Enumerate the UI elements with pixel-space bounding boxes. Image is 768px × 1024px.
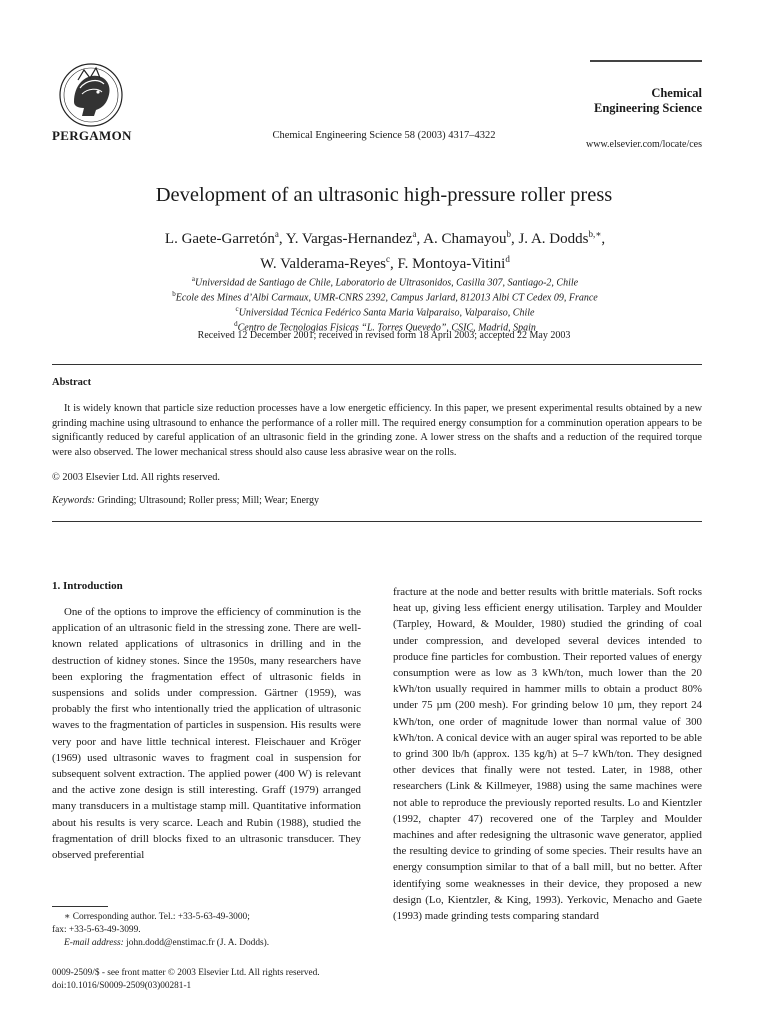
affiliation-text: Ecole des Mines d’Albi Carmaux, UMR-CNRS 2392, Campus Jarlard, 812013 Albi CT Cedex 09, France	[175, 292, 598, 304]
author-line-1: L. Gaete-Garretón$^a$, Y. Vargas-Hernandez$^a$, A. Chamayou$^b$, J. A. Dodds$^{b,∗}$,	[164, 229, 606, 247]
affiliation-text: Universidad Técnica Fedérico Santa Maria Valparaiso, Valparaiso, Chile	[238, 307, 535, 319]
affiliation	[60, 274, 710, 289]
affiliation	[60, 289, 710, 304]
received-dates: Received 12 December 2001; received in revised form 18 April 2003; accepted 22 May 2003	[197, 330, 571, 341]
journal-name-line2: Engineering Science	[594, 101, 702, 115]
affiliation-text: Centro de Tecnologias Fisicas “L. Torres Quevedo”, CSIC, Madrid, Spain	[237, 322, 536, 334]
journal-title-block	[590, 60, 702, 116]
author-name: Y. Vargas-Hernandez	[285, 231, 413, 247]
issn-line: 0009-2509/$ - see front matter © 2003 Elsevier Ltd. All rights reserved.	[52, 968, 320, 978]
section-heading: 1. Introduction	[52, 580, 123, 592]
footnote-divider	[52, 906, 108, 907]
affiliation-mark: c	[235, 304, 239, 313]
author-affiliation-mark: d	[505, 254, 510, 264]
email-value[interactable]: john.dodd@enstimac.fr (J. A. Dodds).	[126, 937, 270, 948]
author-affiliation-mark: b	[506, 229, 511, 239]
author-line-2: W. Valderama-Reyes$^c$, F. Montoya-Vitini$^d$	[260, 254, 510, 272]
body-column-left: One of the options to improve the efficiency of comminution is the application of an ultrasonic field in the stressing zone. There are well-known related applications of ultrasonics in drilling and in the destruction of kidney stones. Since the 1950s, many researchers have been exploring the fragmentation effect of ultrasonic fields in suspensions and solids under compression. Gärtner (1959), was probably the first who intentionally tried the application of ultrasonic waves to the fragmentation of particles in suspension. His results were very poor and have little technical interest. Fleischauer and Kröger (1969) used ultrasonic waves to fragment coal in suspension for subsequent solvent extraction. The applied power (400 W) is relevant and the active zone design is still interesting. Graff (1979) arranged many transducers in a multistage stamp mill. Quantitative information about his results is very scarce. Leach and Rubin (1988), studied the fragmentation of drill blocks fixed to an ultrasonic transducer. They observed preferential	[52, 606, 361, 862]
pergamon-logo-icon	[58, 62, 124, 128]
affiliation-mark: d	[234, 319, 238, 328]
author-name: W. Valderama-Reyes	[260, 256, 386, 272]
publisher-name: PERGAMON	[52, 128, 132, 143]
email-label: E-mail address:	[64, 937, 124, 948]
keywords-label: Keywords:	[52, 495, 95, 506]
affiliation-text: Universidad de Santiago de Chile, Laboratorio de Ultrasonidos, Casilla 307, Santiago-2, Chile	[195, 277, 579, 289]
footnote	[52, 911, 361, 949]
author-affiliation-mark: a	[274, 229, 279, 239]
author-name: A. Chamayou	[423, 231, 507, 247]
author-name: L. Gaete-Garretón	[164, 231, 275, 247]
abstract-text: It is widely known that particle size reduction processes have a low energetic efficiency. In this paper, we present experimental results obtained by a new grinding machine using ultrasound to enhance the performance of a roller mill. The required energy consumption for a comminution operation appears to be significantly reduced by careful application of an ultrasonic field in the grinding zone. A lower stress on the shafts and a reduction of the required torque were also observed. The lower mechanical stress should also cause less abrasive wear on the rolls.	[52, 403, 702, 458]
footnote-line-2: fax: +33-5-63-49-3099.	[52, 924, 141, 935]
divider	[52, 521, 702, 522]
front-matter	[52, 967, 361, 993]
affiliation-mark: b	[172, 289, 176, 298]
author-name: F. Montoya-Vitini	[397, 256, 506, 272]
journal-name-line1: Chemical	[651, 86, 702, 100]
keywords	[52, 495, 319, 506]
author-list	[60, 224, 710, 274]
keywords-list: Grinding; Ultrasound; Roller press; Mill; Wear; Energy	[97, 495, 320, 506]
author-affiliation-mark: b,∗	[588, 229, 602, 239]
abstract-heading: Abstract	[52, 377, 92, 388]
affiliation-list	[60, 274, 710, 334]
article-title: Development of an ultrasonic high-pressure roller press	[155, 184, 613, 206]
abstract-copyright: © 2003 Elsevier Ltd. All rights reserved.	[52, 472, 220, 483]
divider	[52, 364, 702, 365]
author-name: J. A. Dodds	[518, 231, 589, 247]
footnote-line-1: ∗ Corresponding author. Tel.: +33-5-63-49-3000;	[64, 912, 250, 922]
doi-line[interactable]: doi:10.1016/S0009-2509(03)00281-1	[52, 981, 192, 991]
affiliation-mark: a	[191, 275, 196, 283]
journal-url[interactable]: www.elsevier.com/locate/ces	[586, 139, 702, 150]
body-column-right: fracture at the node and better results with brittle materials. Soft rocks heat up, giving less efficient energy utilisation. Tarpley and Moulder (Tarpley, Howard, & Moulder, 1980) studied the grinding of coal under compression, and developed several devices intended to produce fine particles for combustion. Their reported values of energy consumption were as low as 3 kWh/ton, much lower than the 20 kWh/ton usually required in hammer mills to obtain a product 80% under 75 µm (200 mesh). For grinding below 10 µm, they report 24 kWh/ton, one order of magnitude lower than normal value of 300 kWh/ton. A conical device with an auger spiral was reported to be able to grind 300 lb/h (approx. 135 kg/h) at 5–7 kWh/ton. They designed other devices that finally were not tested. Later, in 1988, other researchers (Link & Killmeyer, 1988) using the same machines were not able to reproduce the previously reported results. Lo and Kientzler (1992, chapter 47) recovered one of the Tarpley and Moulder machines and after redesigning the ultrasonic wave generator, applied the resulting device to grinding of some species. Their results have an energy consumption similar to that of a ball mill, but no better. After identifying some weaknesses in their device, they proposed a new design (Lo, Kientzler, & King, 1993). Yerkovic, Menacho and Gaete (1993) made grinding tests comparing standard	[393, 586, 702, 923]
affiliation	[60, 304, 710, 319]
journal-citation: Chemical Engineering Science 58 (2003) 4317–4322	[272, 130, 496, 141]
author-affiliation-mark: c	[385, 254, 390, 264]
author-affiliation-mark: a	[412, 229, 417, 239]
